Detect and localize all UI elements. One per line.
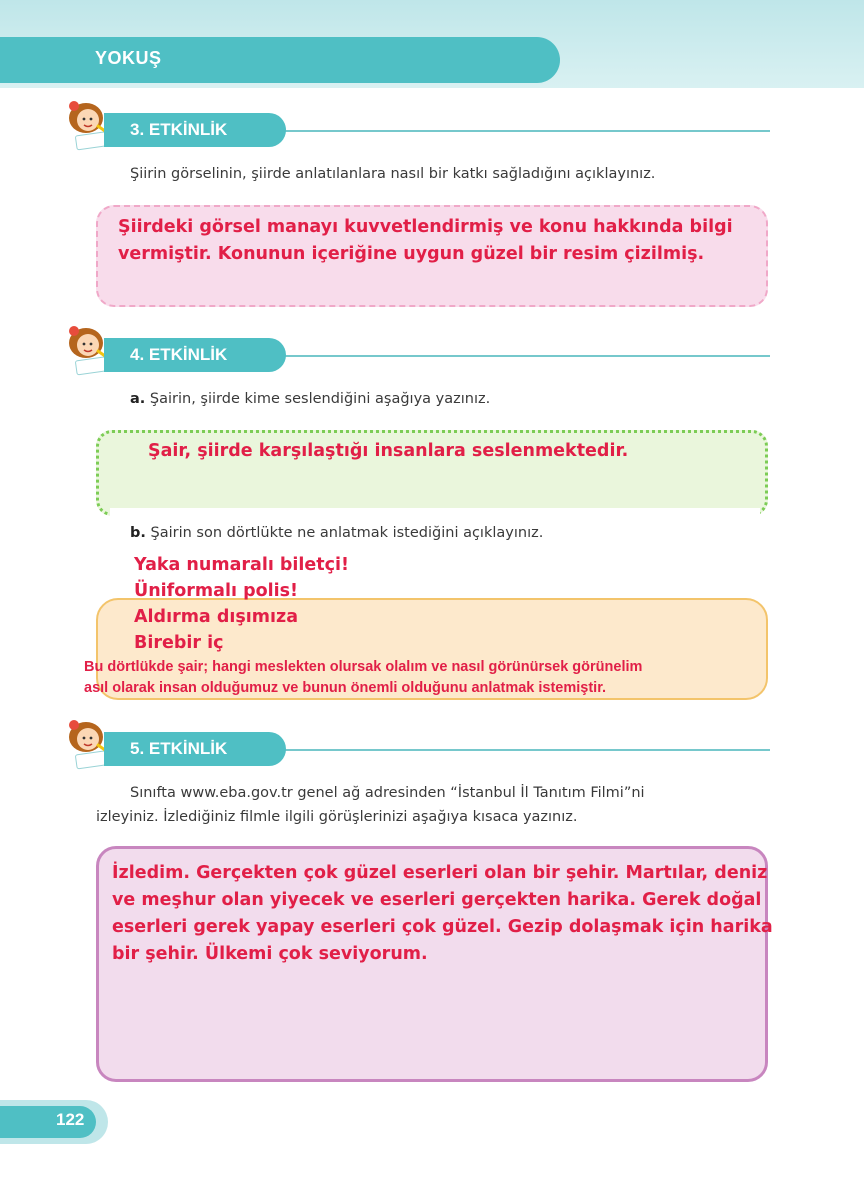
activity4-a-answer: Şair, şiirde karşılaştığı insanlara seslenmektedir. — [148, 441, 629, 461]
activity4-b-answer-line1: Bu dörtlükde şair; hangi meslekten olursak olalım ve nasıl görünürsek görünelim — [84, 659, 643, 675]
activity4-tab: 4. ETKİNLİK — [104, 338, 286, 372]
poem-line: Üniformalı polis! — [134, 581, 299, 601]
activity4-b-text: Şairin son dörtlükte ne anlatmak istediğini açıklayınız. — [150, 525, 544, 541]
activity4-rule — [270, 355, 770, 357]
activity5-rule — [270, 749, 770, 751]
poem-line: Yaka numaralı biletçi! — [134, 555, 350, 575]
activity3-answer-line1: Şiirdeki görsel manayı kuvvetlendirmiş ve konu hakkında bilgi — [118, 217, 733, 237]
activity5-answer-line: bir şehir. Ülkemi çok seviyorum. — [112, 944, 428, 964]
header-title-bar — [0, 37, 560, 83]
activity4-a-marker: a. — [130, 391, 146, 407]
activity4-b-marker: b. — [130, 525, 146, 541]
activity3-tab: 3. ETKİNLİK — [104, 113, 286, 147]
activity5-answer-line: İzledim. Gerçekten çok güzel eserleri olan bir şehir. Martılar, deniz — [112, 863, 768, 883]
activity5-answer-line: eserleri gerek yapay eserleri çok güzel. Gezip dolaşmak için harika — [112, 917, 773, 937]
activity3-prompt: Şiirin görselinin, şiirde anlatılanlara nasıl bir katkı sağladığını açıklayınız. — [130, 166, 656, 182]
activity3-answer-line2: vermiştir. Konunun içeriğine uygun güzel bir resim çizilmiş. — [118, 244, 705, 264]
activity3-rule — [270, 130, 770, 132]
poem-line: Aldırma dışımıza — [134, 607, 299, 627]
activity4-b-prompt — [130, 520, 543, 546]
activity5-tab: 5. ETKİNLİK — [104, 732, 286, 766]
activity5-answer-line: ve meşhur olan yiyecek ve eserleri gerçekten harika. Gerek doğal — [112, 890, 762, 910]
activity5-prompt-line2: izleyiniz. İzlediğiniz filmle ilgili görüşlerinizi aşağıya kısaca yazınız. — [96, 809, 578, 825]
activity4-a-prompt — [130, 386, 490, 412]
activity4-b-answer-line2: asıl olarak insan olduğumuz ve bunun önemli olduğunu anlatmak istemiştir. — [84, 680, 607, 696]
activity4-a-text: Şairin, şiirde kime seslendiğini aşağıya yazınız. — [149, 391, 491, 407]
activity5-prompt-line1: Sınıfta www.eba.gov.tr genel ağ adresinden “İstanbul İl Tanıtım Filmi”ni — [130, 785, 645, 801]
page-number: 122 — [56, 1110, 85, 1129]
poem-line: Birebir iç — [134, 633, 224, 653]
page-title: YOKUŞ — [95, 48, 162, 68]
